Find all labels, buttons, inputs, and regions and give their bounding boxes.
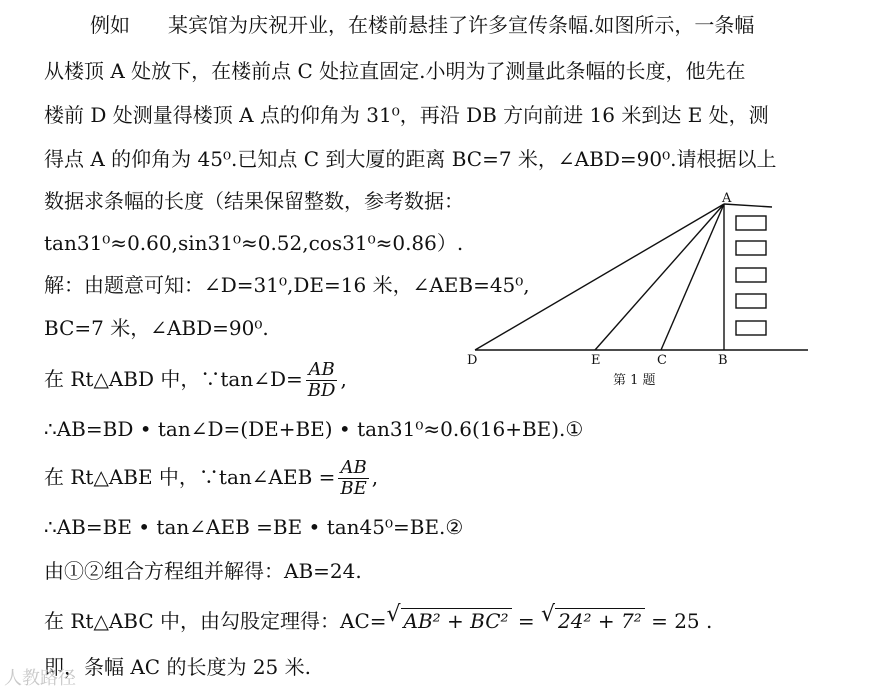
solution-line-8-tail: = 25 .: [644, 609, 713, 633]
solution-line-3-text: 在 Rt△ABD 中，∵tan∠D=: [44, 367, 303, 391]
sight-line-ae: [595, 204, 724, 350]
problem-lead: 例如: [90, 13, 130, 37]
solution-line-9: 即，条幅 AC 的长度为 25 米.: [44, 655, 311, 679]
solution-line-5-tail: ,: [371, 465, 379, 489]
label-c: C: [657, 353, 667, 368]
fraction-denominator: BE: [340, 478, 367, 499]
solution-line-5: [44, 458, 378, 499]
solution-line-3: [44, 360, 347, 401]
label-b: B: [718, 353, 728, 368]
solution-line-5-text: 在 Rt△ABE 中，∵tan∠AEB =: [44, 465, 336, 489]
problem-line-3: 楼前 D 处测量得楼顶 A 点的仰角为 31⁰，再沿 DB 方向前进 16 米到达 E 处，测: [44, 103, 769, 127]
solution-line-2: BC=7 米，∠ABD=90⁰.: [44, 316, 269, 340]
geometry-figure: [460, 190, 820, 390]
building-window: [736, 321, 766, 335]
problem-line-2: 从楼顶 A 处放下，在楼前点 C 处拉直固定.小明为了测量此条幅的长度，他先在: [44, 59, 746, 83]
problem-line-1: 某宾馆为庆祝开业，在楼前悬挂了许多宣传条幅.如图所示，一条幅: [168, 13, 755, 37]
radical-sign: √: [541, 602, 556, 627]
building-window: [736, 294, 766, 308]
solution-line-1: 解：由题意可知：∠D=31⁰,DE=16 米，∠AEB=45⁰,: [44, 273, 530, 297]
solution-line-6: ∴AB=BE • tan∠AEB =BE • tan45⁰=BE.②: [44, 515, 464, 539]
solution-line-8: [44, 602, 713, 636]
solution-line-8-text: 在 Rt△ABC 中，由勾股定理得：AC=: [44, 609, 387, 633]
banner-line-ac: [661, 204, 724, 350]
fraction-numerator: AB: [338, 458, 368, 479]
radical-sign: √: [386, 602, 401, 627]
equals-sign: =: [511, 609, 542, 633]
radicand: 24² + 7²: [555, 608, 645, 633]
solution-line-3-tail: ,: [340, 367, 347, 391]
building-window: [736, 268, 766, 282]
radicand: AB² + BC²: [401, 608, 512, 633]
sqrt-expression-2: [541, 602, 645, 636]
fraction-ab-be: [338, 458, 368, 499]
sight-line-ad: [475, 204, 724, 350]
fraction-ab-bd: [306, 360, 338, 401]
fraction-numerator: AB: [306, 360, 338, 381]
watermark: 人教路径: [4, 668, 76, 689]
sqrt-expression-1: [386, 602, 512, 636]
problem-line-6: tan31⁰≈0.60,sin31⁰≈0.52,cos31⁰≈0.86）.: [44, 231, 464, 255]
building-window: [736, 241, 766, 255]
fraction-denominator: BD: [307, 380, 336, 401]
solution-line-4: ∴AB=BD • tan∠D=(DE+BE) • tan31⁰≈0.6(16+BE).①: [44, 417, 584, 441]
problem-line-5: 数据求条幅的长度（结果保留整数，参考数据：: [44, 189, 464, 213]
figure-caption: 第 1 题: [613, 373, 656, 388]
label-d: D: [467, 353, 478, 368]
solution-line-7: 由①②组合方程组并解得：AB=24.: [44, 559, 362, 583]
label-a: A: [722, 191, 732, 206]
building-window: [736, 216, 766, 230]
problem-line-4: 得点 A 的仰角为 45⁰.已知点 C 到大厦的距离 BC=7 米，∠ABD=90⁰.请根据以上: [44, 147, 777, 171]
label-e: E: [591, 353, 601, 368]
